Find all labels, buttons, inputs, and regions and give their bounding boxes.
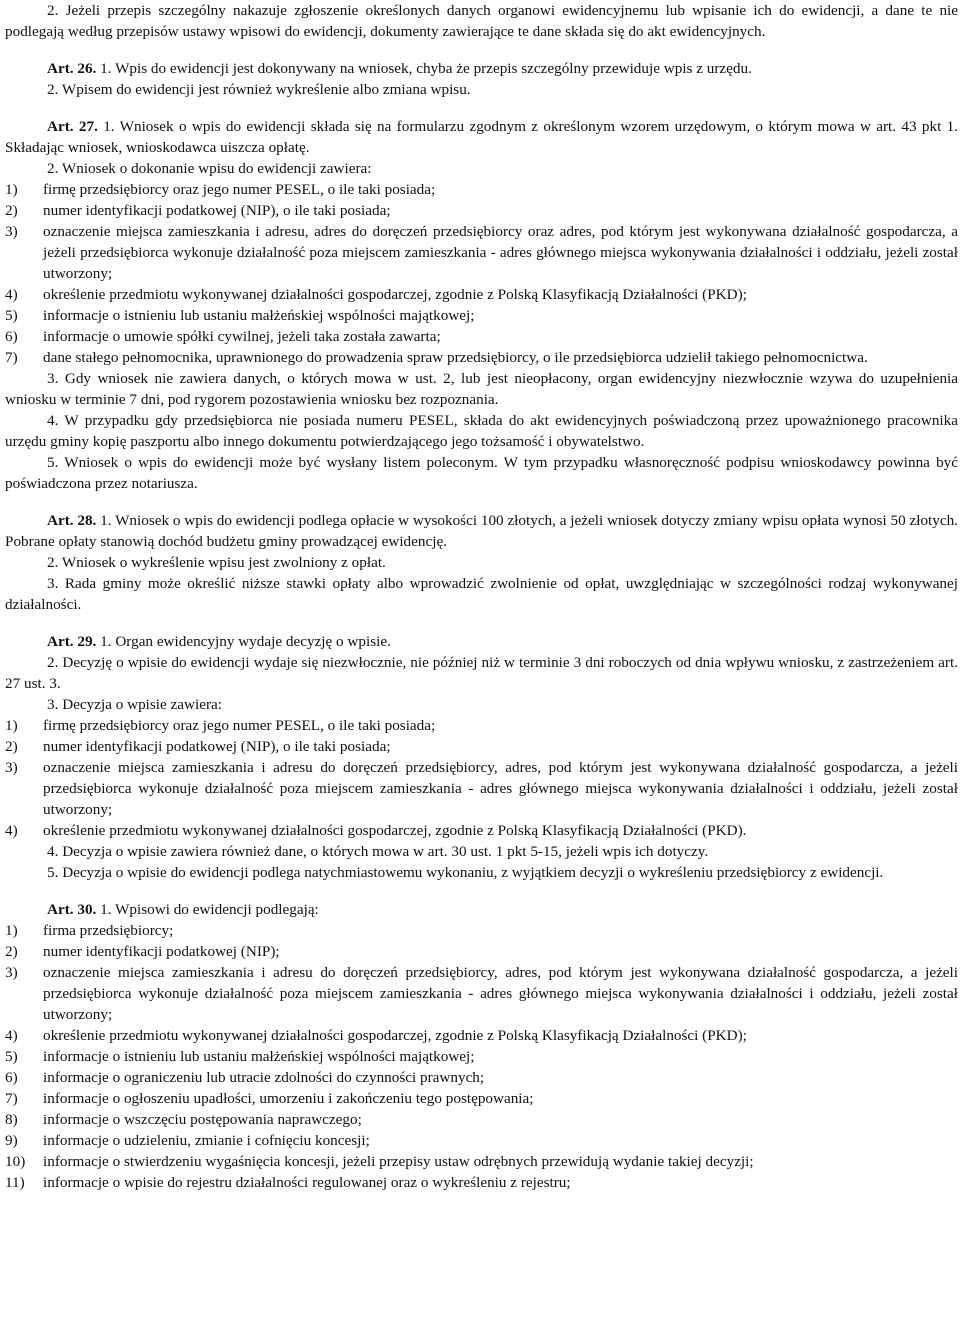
list-item-text: informacje o istnieniu lub ustaniu małżeńskiej wspólności majątkowej;	[43, 1048, 475, 1065]
article-paragraph	[5, 116, 958, 158]
article-paragraph	[5, 452, 958, 494]
list-item-number: 6)	[5, 1069, 18, 1086]
article-number: Art. 27.	[47, 118, 98, 135]
list-item	[5, 920, 958, 941]
list-item	[5, 179, 958, 200]
paragraph-text: 4. W przypadku gdy przedsiębiorca nie posiada numeru PESEL, składa do akt ewidencyjnych poświadczoną przez upoważnionego pracownika urzędu gminy kopię paszportu albo innego dokumentu potwierdzającego jego tożsamość i obywatelstwo.	[5, 412, 958, 450]
article-paragraph	[5, 631, 958, 652]
list-item	[5, 1088, 958, 1109]
list-item	[5, 1046, 958, 1067]
article	[5, 58, 958, 100]
article-paragraph	[5, 510, 958, 552]
list-item-number: 1)	[5, 922, 18, 939]
list-item-text: numer identyfikacji podatkowej (NIP), o ile taki posiada;	[43, 738, 391, 755]
list-item-text: oznaczenie miejsca zamieszkania i adresu, adres do doręczeń przedsiębiorcy oraz adres, pod którym jest wykonywana działalność gospodarcza, a jeżeli przedsiębiorca wykonuje działalność poza miejscem zamieszkania - adres głównego miejsca wykonywania działalności i oddziału, jeżeli został utworzony;	[43, 223, 958, 282]
article-paragraph	[5, 694, 958, 715]
list-item	[5, 962, 958, 1025]
paragraph-text: 3. Decyzja o wpisie zawiera:	[47, 696, 222, 713]
list-item-number: 1)	[5, 717, 18, 734]
paragraph-text: 2. Wniosek o wykreślenie wpisu jest zwolniony z opłat.	[47, 554, 386, 571]
list-item-number: 5)	[5, 307, 18, 324]
list-item-number: 4)	[5, 1027, 18, 1044]
list-item-text: informacje o wpisie do rejestru działalności regulowanej oraz o wykreśleniu z rejestru;	[43, 1174, 571, 1191]
article	[5, 899, 958, 1193]
list-item-number: 4)	[5, 822, 18, 839]
list-item	[5, 941, 958, 962]
list-item-number: 6)	[5, 328, 18, 345]
list-item-text: dane stałego pełnomocnika, uprawnionego do prowadzenia spraw przedsiębiorcy, o ile przedsiębiorca udzielił takiego pełnomocnictwa.	[43, 349, 868, 366]
list-item-number: 7)	[5, 1090, 18, 1107]
list-item-text: numer identyfikacji podatkowej (NIP);	[43, 943, 280, 960]
list-item-text: informacje o istnieniu lub ustaniu małżeńskiej wspólności majątkowej;	[43, 307, 475, 324]
article-paragraph	[5, 79, 958, 100]
article-number: Art. 29.	[47, 633, 97, 650]
paragraph-text: 2. Wniosek o dokonanie wpisu do ewidencji zawiera:	[47, 160, 372, 177]
list-item	[5, 757, 958, 820]
list-item-number: 1)	[5, 181, 18, 198]
list-item-number: 2)	[5, 943, 18, 960]
article-paragraph	[5, 862, 958, 883]
list-item-text: informacje o ograniczeniu lub utracie zdolności do czynności prawnych;	[43, 1069, 485, 1086]
list-item-text: określenie przedmiotu wykonywanej działalności gospodarczej, zgodnie z Polską Klasyfikacją Działalności (PKD);	[43, 286, 747, 303]
article-number: Art. 30.	[47, 901, 97, 918]
list-item-number: 5)	[5, 1048, 18, 1065]
article-paragraph	[5, 158, 958, 179]
list-item	[5, 347, 958, 368]
list-item	[5, 1025, 958, 1046]
list-item-number: 3)	[5, 223, 18, 240]
list-item-number: 2)	[5, 202, 18, 219]
list-item-text: firmę przedsiębiorcy oraz jego numer PESEL, o ile taki posiada;	[43, 181, 436, 198]
list-item-number: 10)	[5, 1153, 26, 1170]
paragraph-text: 1. Wpisowi do ewidencji podlegają:	[100, 901, 319, 918]
list-item-number: 8)	[5, 1111, 18, 1128]
list-item-number: 7)	[5, 349, 18, 366]
list-item-number: 4)	[5, 286, 18, 303]
list-item	[5, 1151, 958, 1172]
list-item	[5, 1172, 958, 1193]
list-item	[5, 820, 958, 841]
article-paragraph	[5, 899, 958, 920]
list-item-text: informacje o umowie spółki cywilnej, jeżeli taka została zawarta;	[43, 328, 441, 345]
list-item	[5, 1109, 958, 1130]
article-paragraph	[5, 368, 958, 410]
list-item-text: oznaczenie miejsca zamieszkania i adresu do doręczeń przedsiębiorcy, adres, pod którym jest wykonywana działalność gospodarcza, a jeżeli przedsiębiorca wykonuje działalność poza miejscem zamieszkania - adres głównego miejsca wykonywania działalności i oddziału, jeżeli został utworzony;	[43, 759, 958, 818]
list-item-text: określenie przedmiotu wykonywanej działalności gospodarczej, zgodnie z Polską Klasyfikacją Działalności (PKD).	[43, 822, 747, 839]
paragraph-text: 2. Decyzję o wpisie do ewidencji wydaje się niezwłocznie, nie później niż w terminie 3 dni roboczych od dnia wpływu wniosku, z zastrzeżeniem art. 27 ust. 3.	[5, 654, 958, 692]
list-item	[5, 221, 958, 284]
intro-paragraph: 2. Jeżeli przepis szczególny nakazuje zgłoszenie określonych danych organowi ewidencyjnemu lub wpisanie ich do ewidencji, a dane te nie podlegają według przepisów ustawy wpisowi do ewidencji, dokumenty zawierające te dane składa się do akt ewidencyjnych.	[5, 2, 958, 40]
list-item-number: 3)	[5, 759, 18, 776]
list-item-number: 9)	[5, 1132, 18, 1149]
paragraph-text: 4. Decyzja o wpisie zawiera również dane, o których mowa w art. 30 ust. 1 pkt 5-15, jeżeli wpis ich dotyczy.	[47, 843, 709, 860]
list-item	[5, 326, 958, 347]
paragraph-text: 1. Organ ewidencyjny wydaje decyzję o wpisie.	[100, 633, 391, 650]
list-item	[5, 284, 958, 305]
list-item	[5, 736, 958, 757]
article-paragraph	[5, 841, 958, 862]
list-item-text: firmę przedsiębiorcy oraz jego numer PESEL, o ile taki posiada;	[43, 717, 436, 734]
article	[5, 510, 958, 615]
list-item-text: firma przedsiębiorcy;	[43, 922, 174, 939]
list-item-text: określenie przedmiotu wykonywanej działalności gospodarczej, zgodnie z Polską Klasyfikacją Działalności (PKD);	[43, 1027, 747, 1044]
list-item	[5, 1130, 958, 1151]
article-paragraph	[5, 652, 958, 694]
article-paragraph	[5, 552, 958, 573]
paragraph-text: 1. Wniosek o wpis do ewidencji podlega opłacie w wysokości 100 złotych, a jeżeli wniosek dotyczy zmiany wpisu opłata wynosi 50 złotych. Pobrane opłaty stanowią dochód budżetu gminy prowadzącej ewidencję.	[5, 512, 958, 550]
list-item	[5, 1067, 958, 1088]
list-item-number: 2)	[5, 738, 18, 755]
list-item-text: numer identyfikacji podatkowej (NIP), o ile taki posiada;	[43, 202, 391, 219]
list-item	[5, 200, 958, 221]
paragraph-text: 1. Wpis do ewidencji jest dokonywany na wniosek, chyba że przepis szczególny przewiduje wpis z urzędu.	[100, 60, 752, 77]
list-item-text: informacje o stwierdzeniu wygaśnięcia koncesji, jeżeli przepisy ustaw odrębnych przewidują wydanie takiej decyzji;	[43, 1153, 754, 1170]
article	[5, 116, 958, 494]
list-item-text: oznaczenie miejsca zamieszkania i adresu do doręczeń przedsiębiorcy, adres, pod którym jest wykonywana działalność gospodarcza, a jeżeli przedsiębiorca wykonuje działalność poza miejscem zamieszkania - adres głównego miejsca wykonywania działalności i oddziału, jeżeli został utworzony;	[43, 964, 958, 1023]
paragraph-text: 5. Wniosek o wpis do ewidencji może być wysłany listem poleconym. W tym przypadku własnoręczność podpisu wnioskodawcy powinna być poświadczona przez notariusza.	[5, 454, 958, 492]
article	[5, 631, 958, 883]
paragraph-text: 2. Wpisem do ewidencji jest również wykreślenie albo zmiana wpisu.	[47, 81, 471, 98]
list-item-number: 3)	[5, 964, 18, 981]
list-item-text: informacje o wszczęciu postępowania naprawczego;	[43, 1111, 362, 1128]
article-paragraph	[5, 410, 958, 452]
paragraph-text: 5. Decyzja o wpisie do ewidencji podlega natychmiastowemu wykonaniu, z wyjątkiem decyzji o wykreśleniu przedsiębiorcy z ewidencji.	[47, 864, 884, 881]
paragraph-text: 1. Wniosek o wpis do ewidencji składa się na formularzu zgodnym z określonym wzorem urzędowym, o którym mowa w art. 43 pkt 1. Składając wniosek, wnioskodawca uiszcza opłatę.	[5, 118, 958, 156]
article-paragraph	[5, 573, 958, 615]
list-item-text: informacje o ogłoszeniu upadłości, umorzeniu i zakończeniu tego postępowania;	[43, 1090, 534, 1107]
list-item	[5, 305, 958, 326]
articles	[5, 58, 958, 1193]
list-item-text: informacje o udzieleniu, zmianie i cofnięciu koncesji;	[43, 1132, 370, 1149]
paragraph-text: 3. Gdy wniosek nie zawiera danych, o których mowa w ust. 2, lub jest nieopłacony, organ ewidencyjny niezwłocznie wzywa do uzupełnienia wniosku w terminie 7 dni, pod rygorem pozostawienia wniosku bez rozpoznania.	[5, 370, 958, 408]
list-item-number: 11)	[5, 1174, 25, 1191]
paragraph-text: 3. Rada gminy może określić niższe stawki opłaty albo wprowadzić zwolnienie od opłat, uwzględniając w szczególności rodzaj wykonywanej działalności.	[5, 575, 958, 613]
article-paragraph	[5, 58, 958, 79]
article-number: Art. 28.	[47, 512, 97, 529]
article-number: Art. 26.	[47, 60, 97, 77]
list-item	[5, 715, 958, 736]
